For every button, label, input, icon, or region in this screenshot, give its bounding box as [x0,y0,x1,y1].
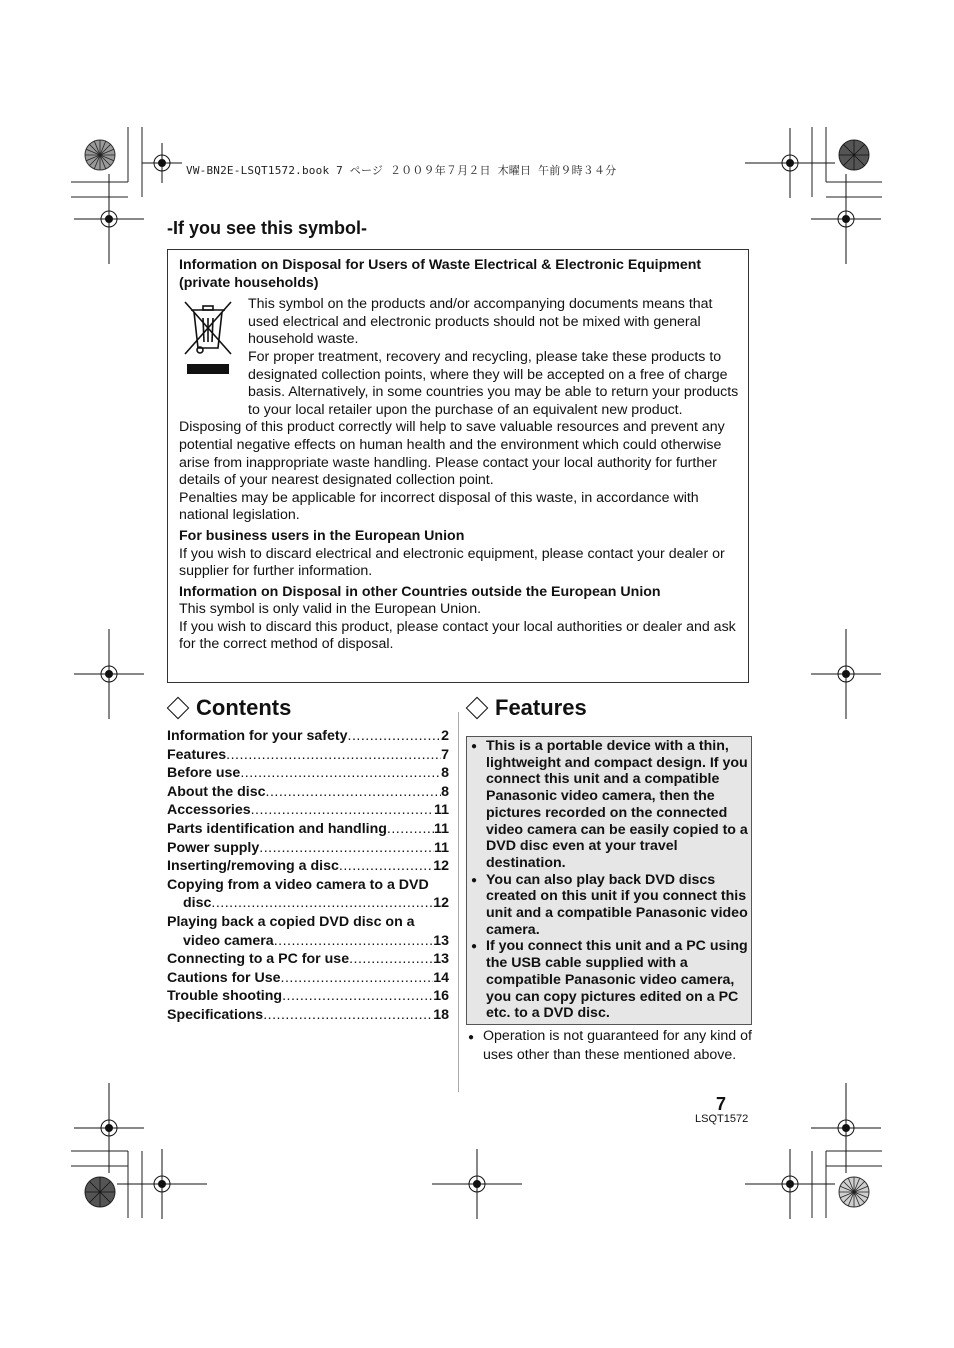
toc-entry[interactable] [167,839,449,858]
toc-page-number: 8 [441,765,449,782]
toc-entry[interactable] [167,969,449,988]
toc-label: Inserting/removing a disc [167,858,339,875]
toc-label: Specifications [167,1006,264,1023]
toc-leader-dots [348,727,442,746]
toc-leader-dots [211,894,433,913]
feature-item [471,938,749,1022]
features-heading [465,695,587,721]
toc-entry[interactable] [167,913,449,950]
toc-label: Features [167,746,227,763]
toc-leader-dots [263,1006,433,1025]
toc-page-number: 11 [434,820,449,837]
toc-label: Connecting to a PC for use [167,951,350,968]
disposal-paragraph-3: Disposing of this product correctly will help to save valuable resources and prevent any potential negative effects on human health and the environment which could otherwise arise from inappropriate waste handling. Please contact your local authority for further details of your nearest designated collection point. [179,419,725,489]
contents-heading [166,695,291,721]
feature-item [471,738,749,872]
bullet-icon: ● [468,1032,475,1043]
model-code: LSQT1572 [695,1113,749,1125]
features-box [466,736,752,1025]
toc-leader-dots [339,857,433,876]
feature-item [471,872,749,939]
column-divider [458,712,459,1092]
toc-entry[interactable] [167,1006,449,1025]
toc-leader-dots [251,801,434,820]
toc-entry[interactable] [167,820,449,839]
toc-entry[interactable] [167,783,449,802]
toc-entry[interactable] [167,950,449,969]
toc-label: Accessories [167,802,251,819]
toc-leader-dots [349,950,433,969]
toc-page-number: 16 [433,988,449,1005]
toc-label-continued: disc [183,895,212,912]
toc-entry[interactable] [167,727,449,746]
toc-page-number: 13 [433,932,449,949]
toc-page-number: 12 [433,895,449,912]
feature-text: This is a portable device with a thin, lightweight and compact design. If you connect this unit and a compatible Panasonic video camera, then the pictures recorded on the connected video camera can be easily copied to a DVD disc even at your travel destination. [486,738,748,871]
toc-entry[interactable] [167,987,449,1006]
toc-leader-dots [240,764,441,783]
toc-leader-dots [282,987,433,1006]
toc-label: Copying from a video camera to a DVD [167,876,429,893]
disposal-info-box [167,249,749,683]
business-users-text: If you wish to discard electrical and electronic equipment, please contact your dealer or supplier for further information. [179,545,725,580]
toc-leader-dots [259,839,434,858]
bullet-icon: ● [471,741,478,752]
toc-page-number: 11 [434,839,449,856]
table-of-contents [167,727,449,1025]
toc-label-continued: video camera [183,932,274,949]
symbol-paragraph-1: This symbol on the products and/or accompanying documents means that used electrical and electronic products should not be mixed with general household waste. [248,296,713,348]
features-heading-text: Features [495,695,587,720]
toc-label: Playing back a copied DVD disc on a [167,913,415,930]
toc-label: About the disc [167,783,266,800]
toc-page-number: 14 [433,969,449,986]
toc-label: Parts identification and handling [167,820,387,837]
toc-entry[interactable] [167,801,449,820]
section-heading: -If you see this symbol- [167,218,368,238]
toc-page-number: 7 [441,746,449,763]
weee-symbol-column [179,296,248,419]
feature-text: If you connect this unit and a PC using the USB cable supplied with a compatible Panasonic video camera, you can copy pictures edited on a PC etc. to a DVD disc. [486,938,748,1022]
page-number: 7 [716,1094,727,1114]
diamond-icon [466,697,489,720]
bullet-icon: ● [471,941,478,953]
toc-page-number: 8 [441,783,449,800]
disposal-title: Information on Disposal for Users of Waste Electrical & Electronic Equipment (private households) [179,257,702,291]
outside-eu-text-1: This symbol is only valid in the European Union. [179,601,482,618]
contents-heading-text: Contents [196,695,292,720]
toc-page-number: 12 [433,858,449,875]
toc-entry[interactable] [167,857,449,876]
print-job-header: VW-BN2E-LSQT1572.book 7 ページ ２００９年７月２日 木曜日 午前９時３４分 [186,164,617,177]
features-note [468,1027,754,1065]
toc-page-number: 13 [433,951,449,968]
toc-leader-dots [281,969,434,988]
outside-eu-heading: Information on Disposal in other Countries outside the European Union [179,583,661,600]
outside-eu-text-2: If you wish to discard this product, please contact your local authorities or dealer and ask for the correct method of disposal. [179,618,736,653]
toc-page-number: 11 [434,802,449,819]
toc-label: Information for your safety [167,728,348,744]
toc-entry[interactable] [167,746,449,765]
disposal-paragraph-4: Penalties may be applicable for incorrect disposal of this waste, in accordance with national legislation. [179,489,699,524]
toc-label: Trouble shooting [167,988,283,1005]
toc-leader-dots [266,783,442,802]
toc-page-number: 18 [433,1006,449,1023]
features-note-text: Operation is not guaranteed for any kind of uses other than these mentioned above. [483,1028,752,1063]
diamond-icon [167,697,190,720]
toc-leader-dots [387,820,434,839]
toc-label: Cautions for Use [167,969,281,986]
toc-leader-dots [226,746,441,765]
toc-label: Before use [167,765,241,782]
toc-page-number: 2 [441,728,449,744]
bullet-icon: ● [471,874,478,886]
toc-leader-dots [274,932,434,951]
toc-entry[interactable] [167,764,449,783]
business-users-heading: For business users in the European Union [179,527,465,544]
symbol-paragraph-2: For proper treatment, recovery and recycling, please take these products to designated collection points, where they will be accepted on a free of charge basis. Alternatively, in some countries you may be able to return your products to your local retailer upon the purchase of an equivalent new product. [248,348,739,418]
crossed-out-bin-icon [181,298,237,378]
feature-text: You can also play back DVD discs created on this unit if you connect this unit and a compatible Panasonic video camera. [486,871,748,938]
toc-entry[interactable] [167,876,449,913]
toc-label: Power supply [167,839,260,856]
